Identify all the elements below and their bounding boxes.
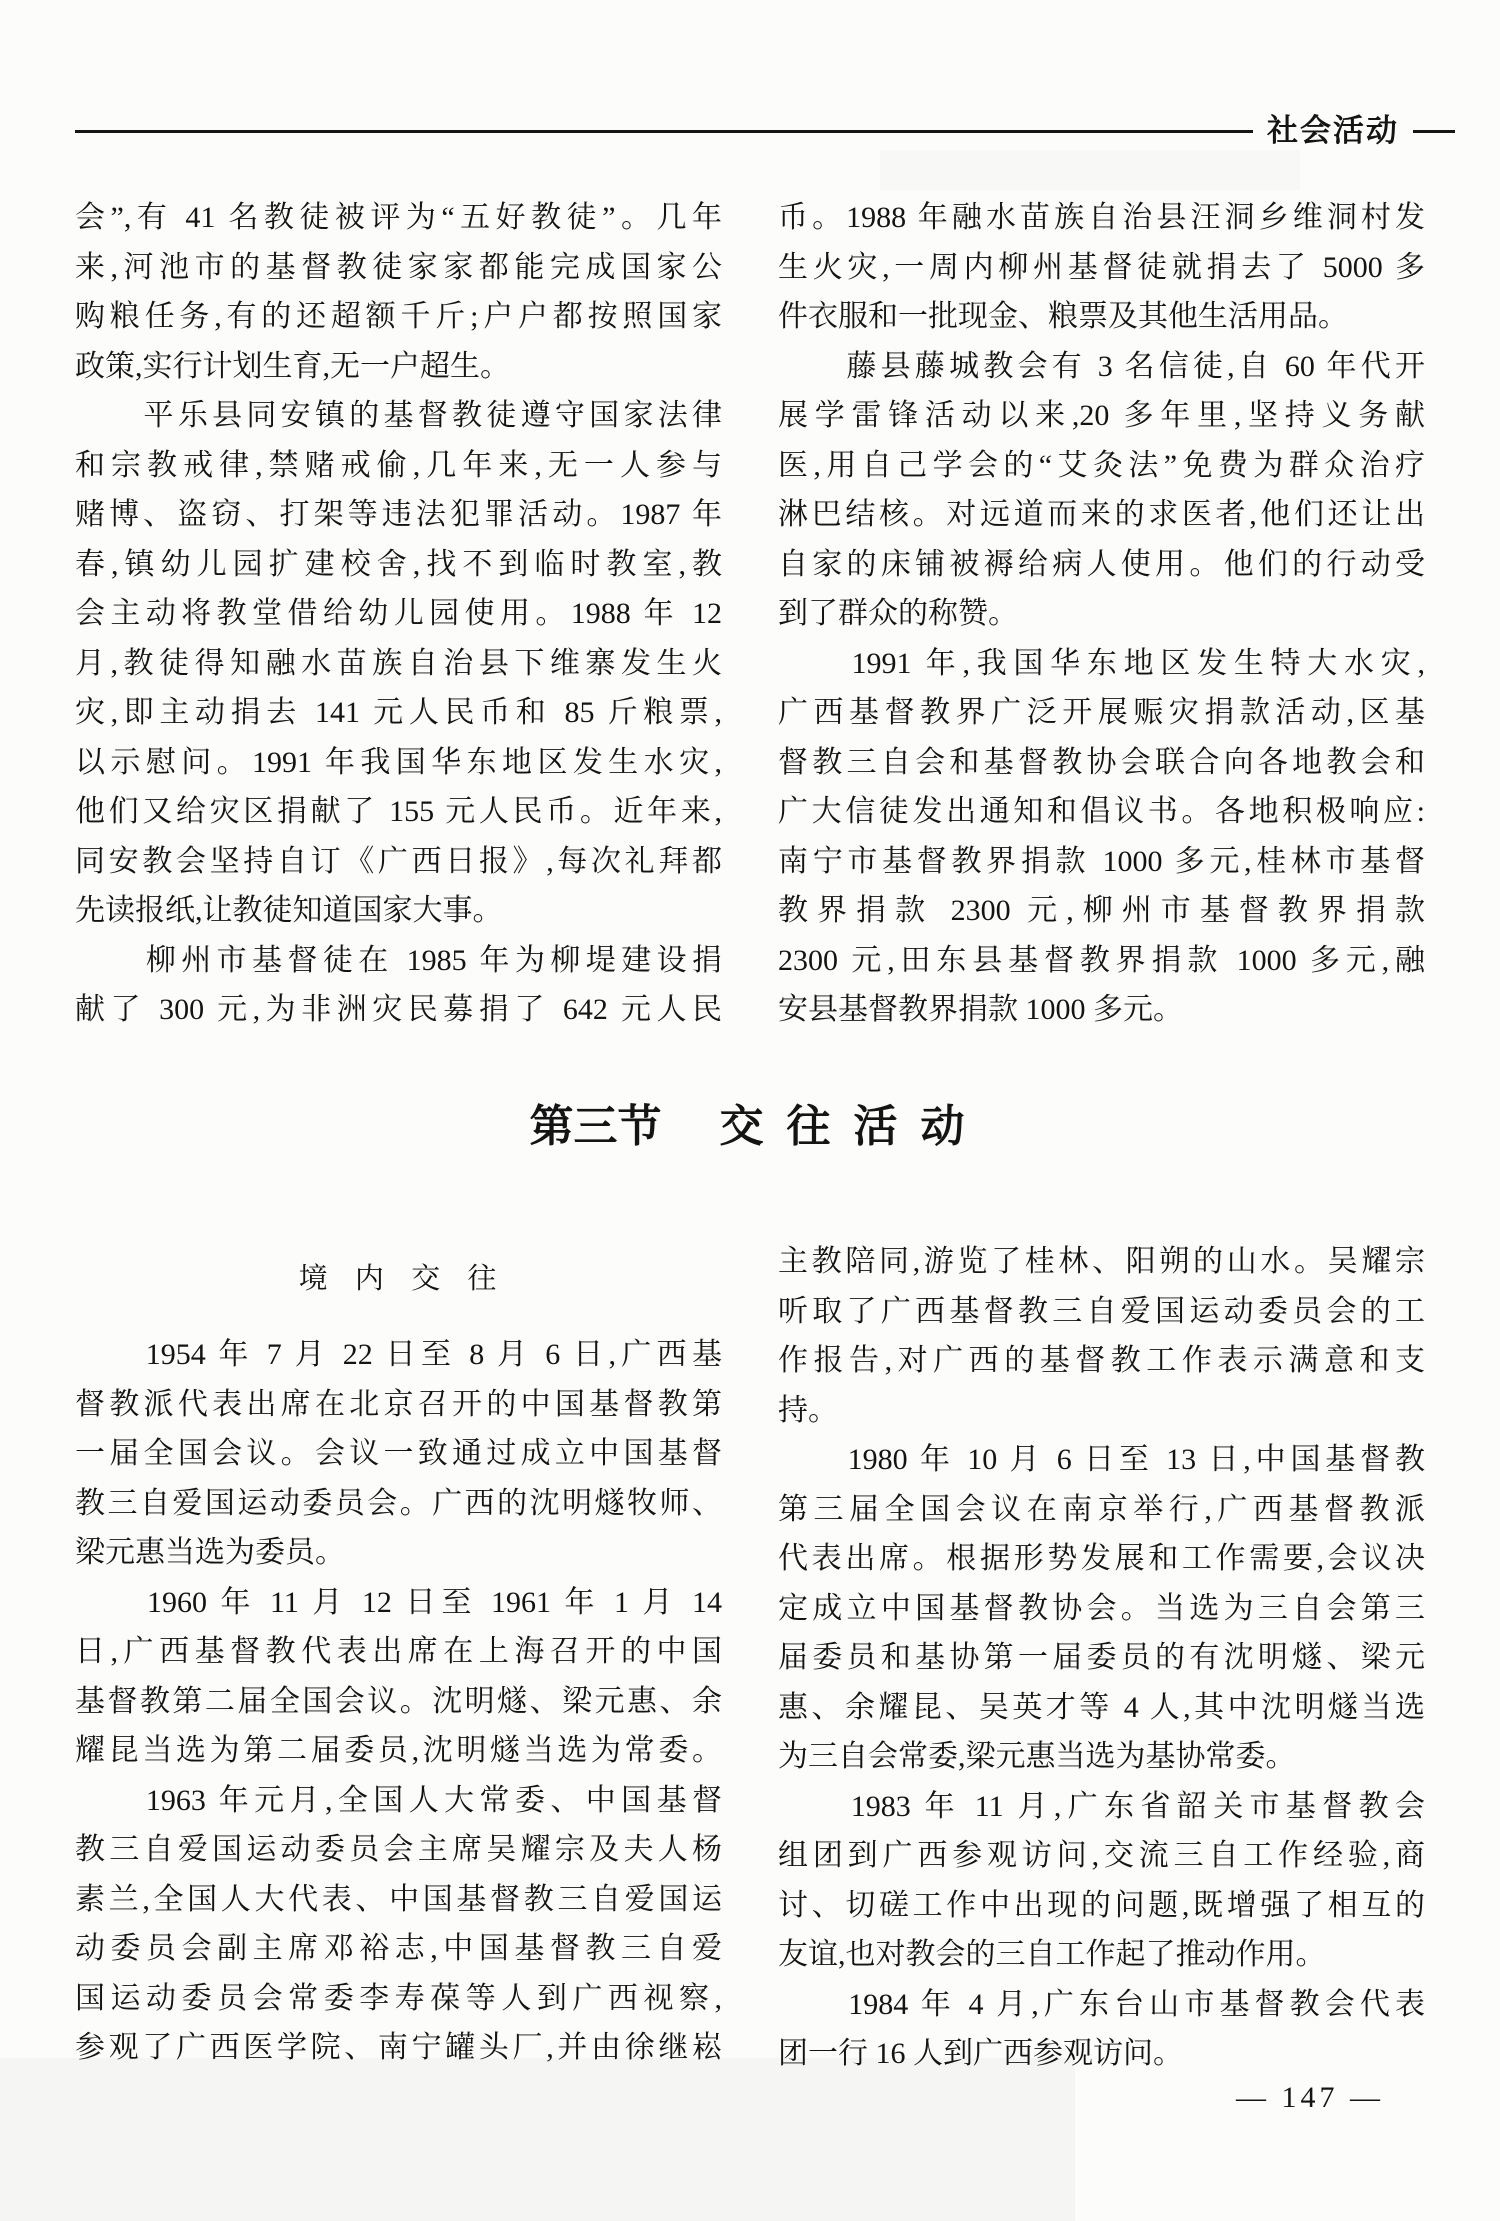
text-line: 届委员和基协第一届委员的有沈明燧、梁元	[778, 1641, 1425, 1674]
text-line: 教界捐款 2300 元,柳州市基督教界捐款	[778, 894, 1425, 927]
section-heading	[0, 1100, 1500, 1154]
section-number: 第三节	[529, 1102, 662, 1151]
text-line: 动委员会副主席邓裕志,中国基督教三自爱	[75, 1932, 722, 1965]
text-line: 1983 年 11 月,广东省韶关市基督教会	[778, 1789, 1425, 1823]
text-line: 春,镇幼儿园扩建校舍,找不到临时教室,教	[75, 547, 722, 581]
header-dash	[1413, 130, 1455, 133]
text-line: 为三自会常委,梁元惠当选为基协常委。	[778, 1740, 1296, 1773]
text-line: 督教派代表出席在北京召开的中国基督教第	[75, 1387, 722, 1421]
text-line: 和宗教戒律,禁赌戒偷,几年来,无一人参与	[75, 448, 722, 482]
text-line: 先读报纸,让教徒知道国家大事。	[75, 894, 503, 927]
text-line: 币。1988 年融水苗族自治县汪洞乡维洞村发	[778, 201, 1425, 234]
scan-shade	[880, 150, 1300, 190]
text-line: 督教三自会和基督教协会联合向各地教会和	[778, 745, 1425, 779]
running-head: 社会活动	[1267, 113, 1399, 148]
text-line: 购粮任务,有的还超额千斤;户户都按照国家	[75, 300, 722, 333]
text-line: 作报告,对广西的基督教工作表示满意和支	[778, 1344, 1425, 1377]
text-line: 赌博、盗窃、打架等违法犯罪活动。1987 年	[75, 498, 722, 531]
text-line: 持。	[778, 1393, 838, 1427]
text-line: 素兰,全国人大代表、中国基督教三自爱国运	[75, 1882, 722, 1916]
text-line: 医,用自己学会的“艾灸法”免费为群众治疗	[778, 448, 1425, 482]
text-line: 组团到广西参观访问,交流三自工作经验,商	[778, 1839, 1425, 1872]
top-right-column	[778, 193, 1425, 1035]
text-line: 1954 年 7 月 22 日至 8 月 6 日,广西基	[75, 1338, 722, 1371]
text-line: 来,河池市的基督教徒家家都能完成国家公	[75, 250, 722, 284]
text-line: 生火灾,一周内柳州基督徒就捐去了 5000 多	[778, 250, 1425, 284]
text-line: 教三自爱国运动委员会主席吴耀宗及夫人杨	[75, 1833, 722, 1866]
text-line: 第三届全国会议在南京举行,广西基督教派	[778, 1492, 1425, 1526]
text-line: 讨、切磋工作中出现的问题,既增强了相互的	[778, 1888, 1425, 1922]
text-line: 日,广西基督教代表出席在上海召开的中国	[75, 1635, 722, 1668]
text-line: 惠、余耀昆、吴英才等 4 人,其中沈明燧当选	[778, 1690, 1425, 1724]
text-line: 团一行 16 人到广西参观访问。	[778, 2037, 1183, 2070]
subsection-heading: 境 内 交 往	[298, 1263, 499, 1295]
text-line: 会”,有 41 名教徒被评为“五好教徒”。几年	[75, 201, 722, 234]
page-number: — 147 —	[1236, 2081, 1384, 2114]
text-line: 一届全国会议。会议一致通过成立中国基督	[75, 1437, 722, 1470]
text-line: 1960 年 11 月 12 日至 1961 年 1 月 14	[75, 1585, 722, 1619]
text-line: 淋巴结核。对远道而来的求医者,他们还让出	[778, 498, 1425, 531]
text-line: 他们又给灾区捐献了 155 元人民币。近年来,	[75, 795, 722, 828]
text-line: 代表出席。根据形势发展和工作需要,会议决	[778, 1542, 1425, 1575]
text-line: 广大信徒发出通知和倡议书。各地积极响应:	[778, 795, 1425, 828]
text-line: 教三自爱国运动委员会。广西的沈明燧牧师、	[75, 1486, 722, 1520]
bottom-right-column	[778, 1237, 1425, 2079]
text-line: 政策,实行计划生育,无一户超生。	[75, 349, 510, 383]
text-line: 定成立中国基督教协会。当选为三自会第三	[778, 1591, 1425, 1625]
scan-shade	[0, 2058, 1075, 2221]
text-line: 梁元惠当选为委员。	[75, 1536, 345, 1569]
text-line: 月,教徒得知融水苗族自治县下维寨发生火	[75, 646, 722, 680]
section-title: 交 往 活 动	[719, 1102, 971, 1151]
text-line: 2300 元,田东县基督教界捐款 1000 多元,融	[778, 943, 1425, 977]
text-line: 藤县藤城教会有 3 名信徒,自 60 年代开	[778, 349, 1425, 383]
text-line: 献了 300 元,为非洲灾民募捐了 642 元人民	[75, 993, 722, 1026]
text-line: 基督教第二届全国会议。沈明燧、梁元惠、余	[75, 1684, 722, 1718]
text-line: 件衣服和一批现金、粮票及其他生活用品。	[778, 300, 1348, 333]
text-line: 广西基督教界广泛开展赈灾捐款活动,区基	[778, 696, 1425, 729]
text-line: 灾,即主动捐去 141 元人民币和 85 斤粮票,	[75, 696, 722, 729]
top-left-column	[75, 193, 722, 1035]
text-line: 自家的床铺被褥给病人使用。他们的行动受	[778, 547, 1425, 581]
text-line: 1991 年,我国华东地区发生特大水灾,	[778, 646, 1425, 680]
text-line: 1984 年 4 月,广东台山市基督教会代表	[778, 1987, 1425, 2021]
text-line: 以示慰问。1991 年我国华东地区发生水灾,	[75, 745, 722, 779]
bottom-left-column	[75, 1330, 722, 2073]
text-line: 耀昆当选为第二届委员,沈明燧当选为常委。	[75, 1734, 722, 1767]
text-line: 展学雷锋活动以来,20 多年里,坚持义务献	[778, 399, 1425, 432]
text-line: 听取了广西基督教三自爱国运动委员会的工	[778, 1294, 1425, 1328]
text-line: 会主动将教堂借给幼儿园使用。1988 年 12	[75, 597, 722, 630]
text-line: 同安教会坚持自订《广西日报》,每次礼拜都	[75, 844, 722, 878]
text-line: 安县基督教界捐款 1000 多元。	[778, 993, 1183, 1026]
text-line: 到了群众的称赞。	[778, 597, 1018, 630]
text-line: 友谊,也对教会的三自工作起了推动作用。	[778, 1938, 1326, 1971]
page-header	[75, 112, 1455, 150]
top-text-block	[75, 193, 1425, 1035]
text-line: 柳州市基督徒在 1985 年为柳堤建设捐	[75, 943, 722, 977]
text-line: 平乐县同安镇的基督教徒遵守国家法律	[75, 399, 722, 432]
text-line: 国运动委员会常委李寿葆等人到广西视察,	[75, 1981, 722, 2015]
text-line: 1963 年元月,全国人大常委、中国基督	[75, 1783, 722, 1817]
text-line: 1980 年 10 月 6 日至 13 日,中国基督教	[778, 1443, 1425, 1476]
header-rule	[75, 130, 1253, 133]
text-line: 主教陪同,游览了桂林、阳朔的山水。吴耀宗	[778, 1245, 1425, 1278]
text-line: 南宁市基督教界捐款 1000 多元,桂林市基督	[778, 844, 1425, 878]
text-line: 参观了广西医学院、南宁罐头厂,并由徐继崧	[75, 2031, 722, 2064]
